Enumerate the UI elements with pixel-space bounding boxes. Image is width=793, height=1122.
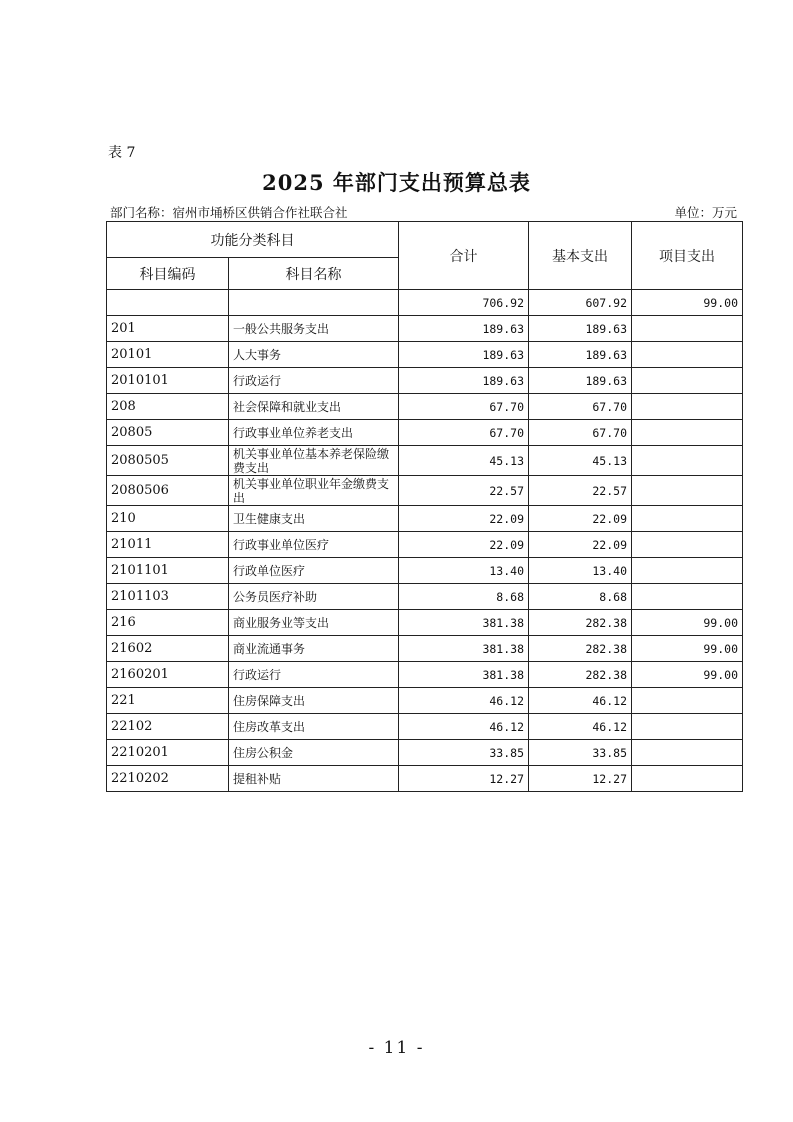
table-number: 表 7	[108, 145, 136, 161]
subject-name-cell: 机关事业单位基本养老保险缴费支出	[229, 446, 399, 476]
basic-cell: 45.13	[529, 446, 632, 476]
table-row	[107, 290, 743, 316]
total-cell: 189.63	[399, 342, 529, 368]
table-row	[107, 420, 743, 446]
total-cell: 46.12	[399, 714, 529, 740]
project-cell	[632, 316, 743, 342]
department-name: 部门名称：宿州市埇桥区供销合作社联合社	[110, 205, 348, 220]
project-cell	[632, 766, 743, 792]
project-cell	[632, 368, 743, 394]
total-cell: 189.63	[399, 316, 529, 342]
subject-code-cell: 221	[107, 688, 229, 714]
table-row	[107, 740, 743, 766]
basic-cell: 282.38	[529, 636, 632, 662]
subject-code-cell: 2101101	[107, 558, 229, 584]
basic-cell: 46.12	[529, 714, 632, 740]
table-row	[107, 766, 743, 792]
total-cell: 8.68	[399, 584, 529, 610]
project-cell	[632, 688, 743, 714]
project-cell	[632, 420, 743, 446]
page-number: - 11 -	[368, 1038, 425, 1058]
basic-cell: 67.70	[529, 420, 632, 446]
basic-cell: 607.92	[529, 290, 632, 316]
project-cell	[632, 342, 743, 368]
header-project-expenditure: 项目支出	[632, 222, 743, 290]
project-cell	[632, 558, 743, 584]
project-cell	[632, 714, 743, 740]
table-row	[107, 368, 743, 394]
basic-cell: 189.63	[529, 342, 632, 368]
total-cell: 706.92	[399, 290, 529, 316]
project-cell	[632, 584, 743, 610]
subject-code-cell: 210	[107, 506, 229, 532]
subject-code-cell: 22102	[107, 714, 229, 740]
total-cell: 12.27	[399, 766, 529, 792]
subject-name-cell: 行政运行	[229, 368, 399, 394]
total-cell: 22.09	[399, 532, 529, 558]
total-cell: 22.57	[399, 476, 529, 506]
project-cell	[632, 446, 743, 476]
subject-name-cell: 行政事业单位养老支出	[229, 420, 399, 446]
basic-cell: 22.57	[529, 476, 632, 506]
total-cell: 22.09	[399, 506, 529, 532]
table-row	[107, 476, 743, 506]
table-row	[107, 558, 743, 584]
subject-code-cell: 2160201	[107, 662, 229, 688]
subject-name-cell: 行政事业单位医疗	[229, 532, 399, 558]
subject-name-cell: 机关事业单位职业年金缴费支出	[229, 476, 399, 506]
total-cell: 13.40	[399, 558, 529, 584]
total-cell: 67.70	[399, 394, 529, 420]
total-cell: 381.38	[399, 662, 529, 688]
subject-name-cell: 公务员医疗补助	[229, 584, 399, 610]
subject-code-cell: 20101	[107, 342, 229, 368]
table-row	[107, 714, 743, 740]
header-subject-code: 科目编码	[107, 258, 229, 290]
project-cell	[632, 506, 743, 532]
subject-name-cell: 社会保障和就业支出	[229, 394, 399, 420]
project-cell: 99.00	[632, 636, 743, 662]
table-row	[107, 636, 743, 662]
subject-code-cell: 21011	[107, 532, 229, 558]
total-cell: 67.70	[399, 420, 529, 446]
basic-cell: 13.40	[529, 558, 632, 584]
total-cell: 45.13	[399, 446, 529, 476]
subject-name-cell: 一般公共服务支出	[229, 316, 399, 342]
basic-cell: 46.12	[529, 688, 632, 714]
project-cell	[632, 394, 743, 420]
table-row	[107, 316, 743, 342]
subject-code-cell: 2210201	[107, 740, 229, 766]
subject-code-cell: 208	[107, 394, 229, 420]
basic-cell: 282.38	[529, 662, 632, 688]
subject-name-cell: 住房保障支出	[229, 688, 399, 714]
basic-cell: 282.38	[529, 610, 632, 636]
basic-cell: 22.09	[529, 506, 632, 532]
header-basic-expenditure: 基本支出	[529, 222, 632, 290]
project-cell: 99.00	[632, 290, 743, 316]
subject-name-cell: 商业流通事务	[229, 636, 399, 662]
basic-cell: 33.85	[529, 740, 632, 766]
basic-cell: 8.68	[529, 584, 632, 610]
subject-name-cell: 行政单位医疗	[229, 558, 399, 584]
unit-label: 单位：万元	[674, 205, 737, 220]
table-row	[107, 394, 743, 420]
table-row	[107, 342, 743, 368]
total-cell: 33.85	[399, 740, 529, 766]
project-cell: 99.00	[632, 662, 743, 688]
header-subject-name: 科目名称	[229, 258, 399, 290]
basic-cell: 67.70	[529, 394, 632, 420]
subject-name-cell: 人大事务	[229, 342, 399, 368]
basic-cell: 189.63	[529, 368, 632, 394]
basic-cell: 12.27	[529, 766, 632, 792]
subject-code-cell: 2101103	[107, 584, 229, 610]
subject-name-cell	[229, 290, 399, 316]
subject-code-cell: 2080505	[107, 446, 229, 476]
header-total: 合计	[399, 222, 529, 290]
budget-table	[106, 221, 743, 792]
project-cell	[632, 740, 743, 766]
table-row	[107, 506, 743, 532]
header-function-category: 功能分类科目	[107, 222, 399, 258]
subject-name-cell: 卫生健康支出	[229, 506, 399, 532]
page-title: 2025 年部门支出预算总表	[262, 170, 531, 195]
project-cell	[632, 476, 743, 506]
total-cell: 46.12	[399, 688, 529, 714]
table-row	[107, 610, 743, 636]
subject-code-cell: 21602	[107, 636, 229, 662]
subject-code-cell: 2010101	[107, 368, 229, 394]
subject-code-cell: 2080506	[107, 476, 229, 506]
subject-name-cell: 商业服务业等支出	[229, 610, 399, 636]
subject-name-cell: 住房改革支出	[229, 714, 399, 740]
project-cell: 99.00	[632, 610, 743, 636]
subject-code-cell: 201	[107, 316, 229, 342]
basic-cell: 22.09	[529, 532, 632, 558]
project-cell	[632, 532, 743, 558]
subject-code-cell: 216	[107, 610, 229, 636]
basic-cell: 189.63	[529, 316, 632, 342]
subject-code-cell: 2210202	[107, 766, 229, 792]
subject-name-cell: 提租补贴	[229, 766, 399, 792]
total-cell: 381.38	[399, 636, 529, 662]
table-row	[107, 688, 743, 714]
table-body	[107, 290, 743, 792]
table-row	[107, 584, 743, 610]
table-row	[107, 532, 743, 558]
table-row	[107, 446, 743, 476]
subject-code-cell	[107, 290, 229, 316]
total-cell: 381.38	[399, 610, 529, 636]
table-row	[107, 662, 743, 688]
subject-name-cell: 住房公积金	[229, 740, 399, 766]
total-cell: 189.63	[399, 368, 529, 394]
subject-code-cell: 20805	[107, 420, 229, 446]
subject-name-cell: 行政运行	[229, 662, 399, 688]
